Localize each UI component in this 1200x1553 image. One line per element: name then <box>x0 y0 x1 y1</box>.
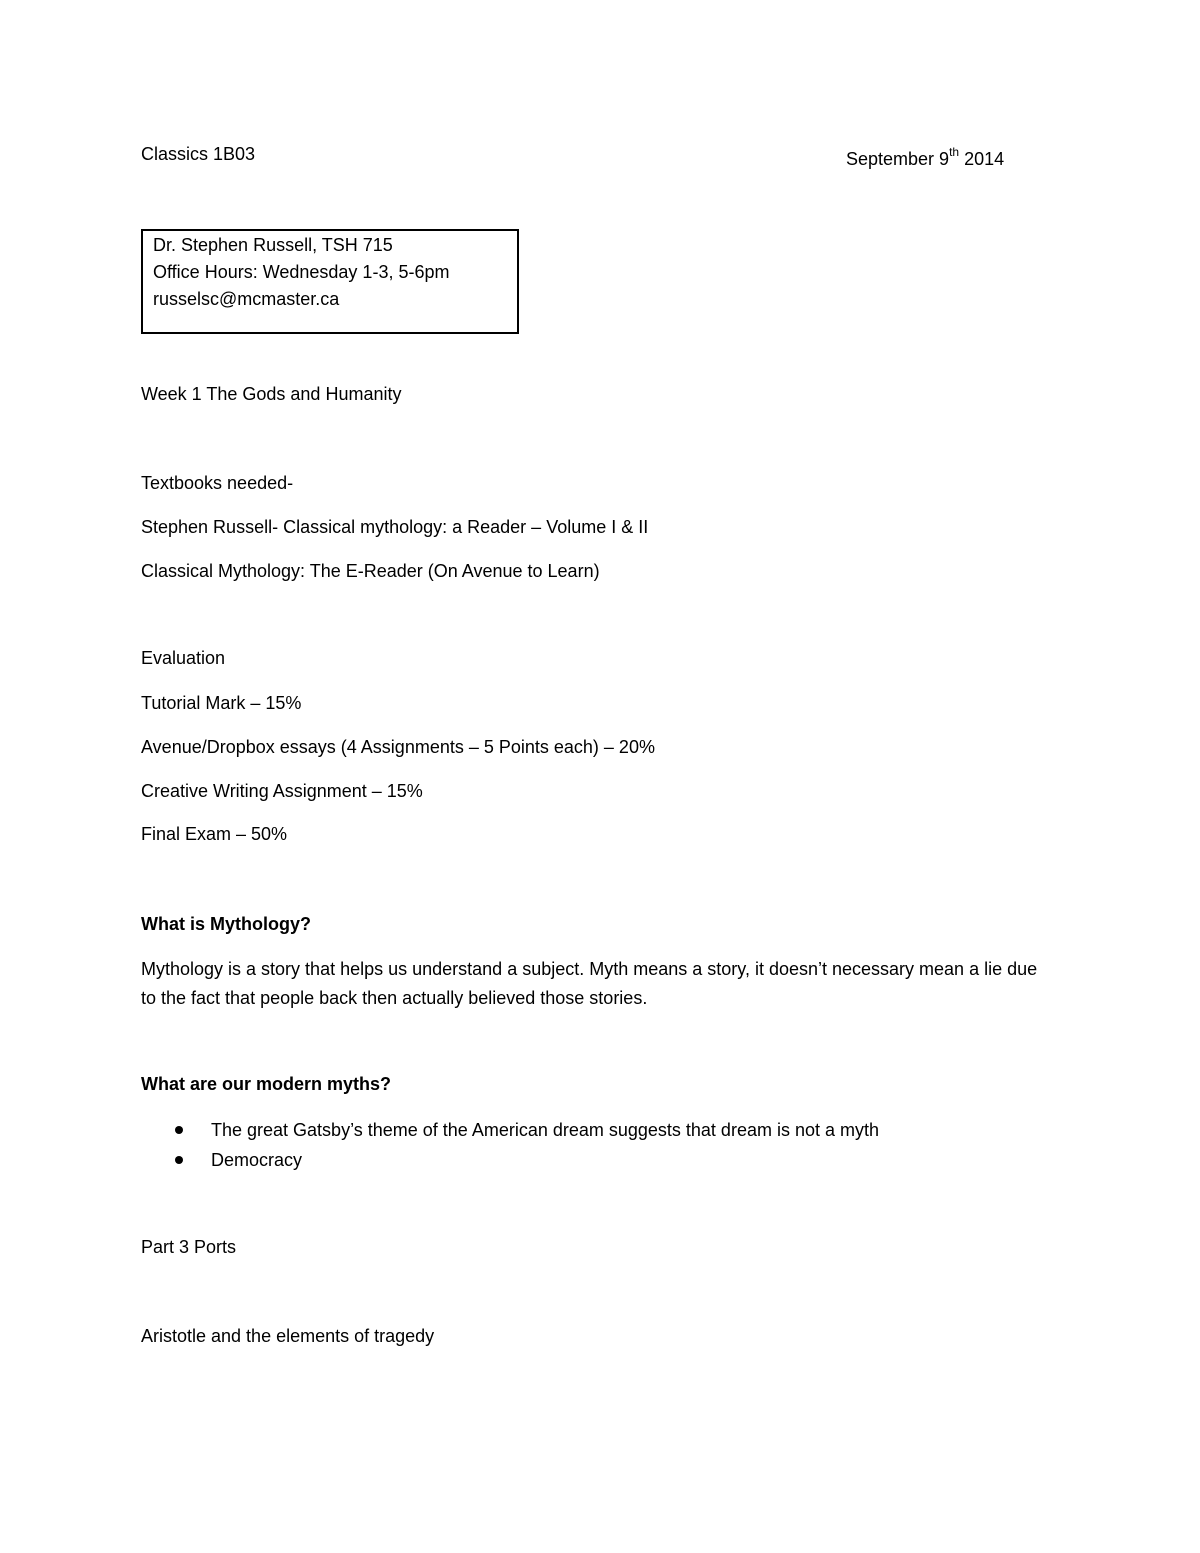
date-year: 2014 <box>959 149 1005 169</box>
textbook-item: Stephen Russell- Classical mythology: a Reader – Volume I & II <box>141 517 649 537</box>
course-title: Classics 1B03 <box>141 144 256 164</box>
date-main: September 9 <box>846 149 950 169</box>
office-hours: Office Hours: Wednesday 1-3, 5-6pm <box>153 262 450 282</box>
bullet-item: Democracy <box>211 1150 303 1170</box>
date-ordinal: th <box>949 145 960 159</box>
instructor-email: russelsc@mcmaster.ca <box>153 289 340 309</box>
textbooks-heading: Textbooks needed- <box>141 473 294 493</box>
aristotle-heading: Aristotle and the elements of tragedy <box>141 1326 435 1346</box>
evaluation-item: Creative Writing Assignment – 15% <box>141 781 423 801</box>
bullet-item: The great Gatsby’s theme of the American dream suggests that dream is not a myth <box>211 1120 879 1140</box>
bullet-icon <box>175 1126 183 1134</box>
mythology-paragraph: Mythology is a story that helps us understand a subject. Myth means a story, it doesn’t necessary mean a lie due to the fact that people back then actually believed those stories. <box>141 959 1038 1008</box>
modern-myths-heading: What are our modern myths? <box>141 1074 392 1094</box>
evaluation-item: Tutorial Mark – 15% <box>141 693 302 713</box>
week-title: Week 1 The Gods and Humanity <box>141 384 402 404</box>
part3-heading: Part 3 Ports <box>141 1237 237 1257</box>
instructor-contact-box <box>141 229 519 334</box>
lecture-date <box>846 143 1004 170</box>
evaluation-item: Final Exam – 50% <box>141 824 288 844</box>
mythology-heading: What is Mythology? <box>141 914 311 934</box>
textbook-item: Classical Mythology: The E-Reader (On Avenue to Learn) <box>141 561 600 581</box>
evaluation-item: Avenue/Dropbox essays (4 Assignments – 5 Points each) – 20% <box>141 737 655 757</box>
bullet-icon <box>175 1156 183 1164</box>
evaluation-heading: Evaluation <box>141 648 226 668</box>
instructor-name-room: Dr. Stephen Russell, TSH 715 <box>153 235 393 255</box>
